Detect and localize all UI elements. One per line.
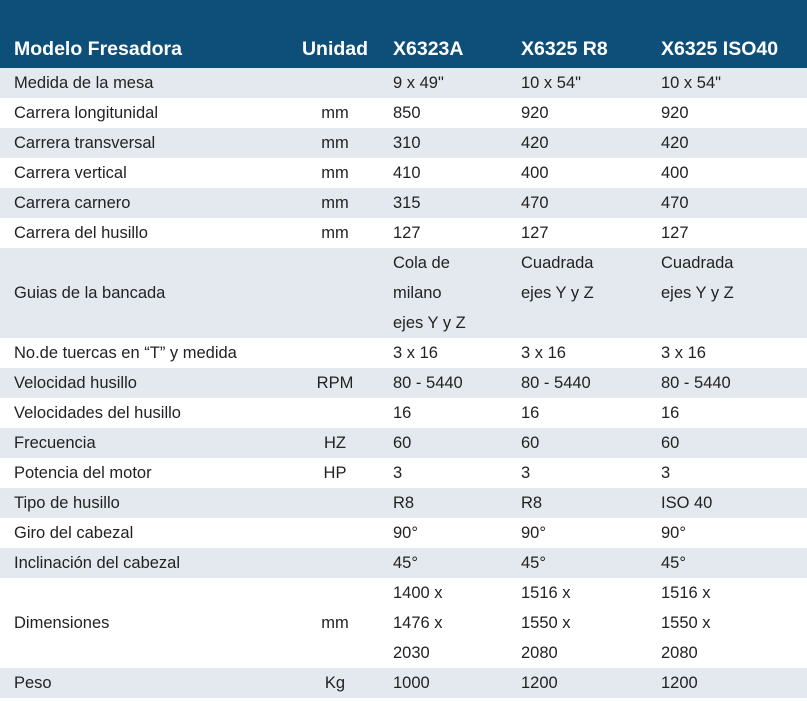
value-line: 9 x 49" bbox=[393, 74, 444, 92]
value-cell-model-2 bbox=[521, 248, 661, 338]
table-row bbox=[0, 548, 807, 578]
value-cell-model-1 bbox=[393, 338, 521, 368]
value-line: Cola de bbox=[393, 254, 450, 272]
value-line: 3 bbox=[661, 464, 671, 482]
value-line: ejes Y y Z bbox=[393, 314, 466, 332]
row-label: Frecuencia bbox=[0, 428, 277, 458]
value-line: 45° bbox=[521, 554, 546, 572]
value-line: 16 bbox=[393, 404, 412, 422]
row-unit: HZ bbox=[277, 428, 393, 458]
row-label: Tipo de husillo bbox=[0, 488, 277, 518]
value-line: 920 bbox=[521, 104, 549, 122]
table-row bbox=[0, 518, 807, 548]
value-cell-model-2 bbox=[521, 518, 661, 548]
value-line: 3 bbox=[393, 464, 403, 482]
value-cell-model-1 bbox=[393, 428, 521, 458]
row-label: Dimensiones bbox=[0, 578, 277, 668]
value-line: 60 bbox=[521, 434, 540, 452]
value-cell-model-1 bbox=[393, 128, 521, 158]
value-cell-model-3 bbox=[661, 68, 807, 98]
row-unit: Kg bbox=[277, 668, 393, 698]
value-line: R8 bbox=[521, 494, 543, 512]
value-line: 1516 x bbox=[661, 584, 711, 602]
value-cell-model-2 bbox=[521, 668, 661, 698]
value-line: 400 bbox=[521, 164, 549, 182]
table-row bbox=[0, 98, 807, 128]
table-row bbox=[0, 248, 807, 338]
value-line: 3 x 16 bbox=[393, 344, 438, 362]
value-line: 920 bbox=[661, 104, 689, 122]
value-cell-model-2 bbox=[521, 128, 661, 158]
value-line: 80 - 5440 bbox=[661, 374, 731, 392]
value-cell-model-2 bbox=[521, 338, 661, 368]
table-row bbox=[0, 128, 807, 158]
value-cell-model-2 bbox=[521, 488, 661, 518]
row-unit bbox=[277, 548, 393, 578]
table-row bbox=[0, 368, 807, 398]
value-cell-model-1 bbox=[393, 518, 521, 548]
row-unit: RPM bbox=[277, 368, 393, 398]
value-line: 2030 bbox=[393, 644, 430, 662]
value-line: 60 bbox=[393, 434, 412, 452]
table-row bbox=[0, 578, 807, 668]
value-cell-model-1 bbox=[393, 668, 521, 698]
table-row bbox=[0, 488, 807, 518]
value-line: 400 bbox=[661, 164, 689, 182]
table-row bbox=[0, 458, 807, 488]
value-line: 127 bbox=[521, 224, 549, 242]
value-line: 90° bbox=[521, 524, 546, 542]
value-cell-model-2 bbox=[521, 188, 661, 218]
value-line: 470 bbox=[521, 194, 549, 212]
value-line: 1516 x bbox=[521, 584, 571, 602]
header-modelo: Modelo Fresadora bbox=[0, 30, 277, 68]
value-cell-model-3 bbox=[661, 428, 807, 458]
table-row bbox=[0, 188, 807, 218]
row-unit bbox=[277, 68, 393, 98]
row-unit bbox=[277, 518, 393, 548]
row-unit: mm bbox=[277, 158, 393, 188]
value-cell-model-3 bbox=[661, 248, 807, 338]
row-unit bbox=[277, 338, 393, 368]
value-line: ejes Y y Z bbox=[521, 284, 594, 302]
value-line: 16 bbox=[521, 404, 540, 422]
value-cell-model-1 bbox=[393, 398, 521, 428]
value-cell-model-2 bbox=[521, 98, 661, 128]
row-unit: mm bbox=[277, 98, 393, 128]
value-line: 315 bbox=[393, 194, 421, 212]
row-unit: HP bbox=[277, 458, 393, 488]
value-cell-model-3 bbox=[661, 338, 807, 368]
value-line: 1550 x bbox=[661, 614, 711, 632]
value-line: 1550 x bbox=[521, 614, 571, 632]
table-row bbox=[0, 428, 807, 458]
value-line: 2080 bbox=[521, 644, 558, 662]
value-cell-model-2 bbox=[521, 578, 661, 668]
header-band bbox=[0, 0, 807, 30]
value-cell-model-3 bbox=[661, 188, 807, 218]
value-line: 420 bbox=[661, 134, 689, 152]
value-line: 80 - 5440 bbox=[393, 374, 463, 392]
value-cell-model-1 bbox=[393, 68, 521, 98]
value-cell-model-3 bbox=[661, 98, 807, 128]
value-line: 3 x 16 bbox=[521, 344, 566, 362]
header-model-2: X6325 R8 bbox=[521, 30, 661, 68]
table-row bbox=[0, 338, 807, 368]
value-line: Cuadrada bbox=[661, 254, 734, 272]
row-label: Carrera vertical bbox=[0, 158, 277, 188]
value-cell-model-1 bbox=[393, 368, 521, 398]
row-unit: mm bbox=[277, 188, 393, 218]
value-line: 1200 bbox=[521, 674, 558, 692]
value-line: 850 bbox=[393, 104, 421, 122]
value-line: 420 bbox=[521, 134, 549, 152]
row-unit: mm bbox=[277, 578, 393, 668]
value-line: 1000 bbox=[393, 674, 430, 692]
row-label: Carrera longitunidal bbox=[0, 98, 277, 128]
row-label: Carrera carnero bbox=[0, 188, 277, 218]
value-cell-model-2 bbox=[521, 68, 661, 98]
value-line: 1476 x bbox=[393, 614, 443, 632]
value-cell-model-2 bbox=[521, 218, 661, 248]
value-cell-model-2 bbox=[521, 398, 661, 428]
header-model-3: X6325 ISO40 bbox=[661, 30, 807, 68]
row-label: Carrera del husillo bbox=[0, 218, 277, 248]
value-cell-model-1 bbox=[393, 578, 521, 668]
value-line: 80 - 5440 bbox=[521, 374, 591, 392]
header-unidad: Unidad bbox=[277, 30, 393, 68]
value-line: R8 bbox=[393, 494, 415, 512]
table-row bbox=[0, 668, 807, 698]
row-label: Carrera transversal bbox=[0, 128, 277, 158]
table-row bbox=[0, 218, 807, 248]
value-cell-model-1 bbox=[393, 218, 521, 248]
header-model-1: X6323A bbox=[393, 30, 521, 68]
value-line: 1400 x bbox=[393, 584, 443, 602]
value-line: 127 bbox=[393, 224, 421, 242]
value-cell-model-3 bbox=[661, 128, 807, 158]
value-cell-model-1 bbox=[393, 188, 521, 218]
value-line: 127 bbox=[661, 224, 689, 242]
value-cell-model-2 bbox=[521, 158, 661, 188]
row-label: Giro del cabezal bbox=[0, 518, 277, 548]
value-cell-model-1 bbox=[393, 488, 521, 518]
value-line: 45° bbox=[393, 554, 418, 572]
value-cell-model-3 bbox=[661, 368, 807, 398]
value-line: 10 x 54" bbox=[521, 74, 581, 92]
value-cell-model-3 bbox=[661, 488, 807, 518]
value-line: 90° bbox=[661, 524, 686, 542]
value-line: 2080 bbox=[661, 644, 698, 662]
value-cell-model-3 bbox=[661, 458, 807, 488]
value-cell-model-1 bbox=[393, 158, 521, 188]
value-cell-model-3 bbox=[661, 218, 807, 248]
value-line: 60 bbox=[661, 434, 680, 452]
row-unit bbox=[277, 248, 393, 338]
value-line: 410 bbox=[393, 164, 421, 182]
value-cell-model-2 bbox=[521, 368, 661, 398]
value-cell-model-3 bbox=[661, 398, 807, 428]
row-unit bbox=[277, 398, 393, 428]
value-cell-model-2 bbox=[521, 458, 661, 488]
row-label: Peso bbox=[0, 668, 277, 698]
value-cell-model-1 bbox=[393, 98, 521, 128]
value-cell-model-3 bbox=[661, 668, 807, 698]
table-header-row bbox=[0, 30, 807, 68]
spec-table-body bbox=[0, 68, 807, 698]
value-cell-model-3 bbox=[661, 578, 807, 668]
value-line: ejes Y y Z bbox=[661, 284, 734, 302]
row-label: Guias de la bancada bbox=[0, 248, 277, 338]
value-line: 3 bbox=[521, 464, 531, 482]
row-label: Inclinación del cabezal bbox=[0, 548, 277, 578]
row-label: Velocidad husillo bbox=[0, 368, 277, 398]
value-cell-model-1 bbox=[393, 248, 521, 338]
value-line: 1200 bbox=[661, 674, 698, 692]
value-line: 310 bbox=[393, 134, 421, 152]
value-line: ISO 40 bbox=[661, 494, 713, 512]
value-line: 10 x 54" bbox=[661, 74, 721, 92]
value-line: 45° bbox=[661, 554, 686, 572]
value-line: 16 bbox=[661, 404, 680, 422]
table-row bbox=[0, 398, 807, 428]
table-row bbox=[0, 68, 807, 98]
row-unit: mm bbox=[277, 128, 393, 158]
value-cell-model-1 bbox=[393, 548, 521, 578]
value-line: milano bbox=[393, 284, 442, 302]
value-cell-model-1 bbox=[393, 458, 521, 488]
row-unit bbox=[277, 488, 393, 518]
spec-table bbox=[0, 30, 807, 698]
value-cell-model-3 bbox=[661, 518, 807, 548]
row-label: Medida de la mesa bbox=[0, 68, 277, 98]
row-label: Potencia del motor bbox=[0, 458, 277, 488]
table-row bbox=[0, 158, 807, 188]
value-line: Cuadrada bbox=[521, 254, 594, 272]
value-cell-model-2 bbox=[521, 548, 661, 578]
value-line: 470 bbox=[661, 194, 689, 212]
row-label: Velocidades del husillo bbox=[0, 398, 277, 428]
row-label: No.de tuercas en “T” y medida bbox=[0, 338, 277, 368]
value-cell-model-3 bbox=[661, 158, 807, 188]
value-cell-model-3 bbox=[661, 548, 807, 578]
row-unit: mm bbox=[277, 218, 393, 248]
value-line: 90° bbox=[393, 524, 418, 542]
value-cell-model-2 bbox=[521, 428, 661, 458]
value-line: 3 x 16 bbox=[661, 344, 706, 362]
